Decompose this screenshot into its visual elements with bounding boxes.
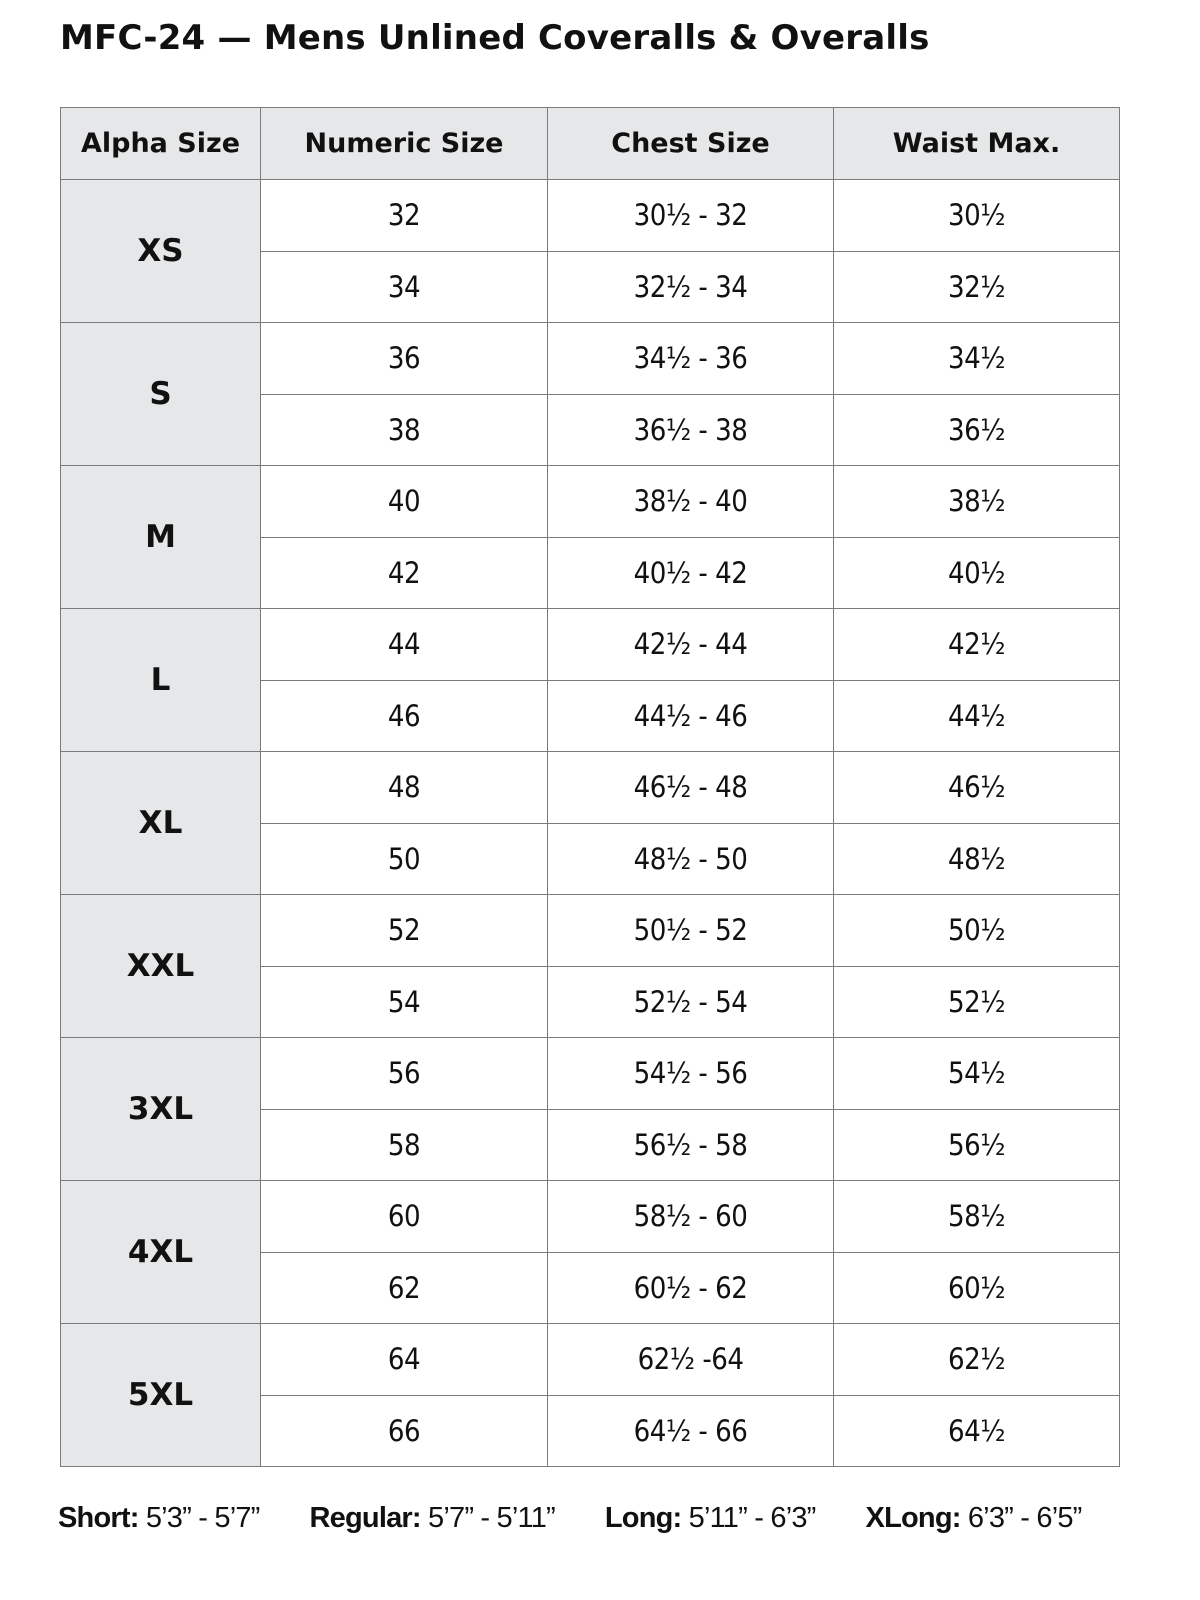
waist-max-cell: 36½ <box>834 394 1120 466</box>
waist-max-cell: 40½ <box>834 537 1120 609</box>
numeric-size-cell: 58 <box>261 1109 548 1181</box>
alpha-size-cell: 4XL <box>61 1181 261 1324</box>
header-numeric-size: Numeric Size <box>261 108 548 180</box>
header-chest-size: Chest Size <box>548 108 834 180</box>
length-short <box>58 1502 260 1535</box>
length-long <box>605 1502 816 1535</box>
waist-max-cell: 38½ <box>834 466 1120 538</box>
length-label: Long: <box>604 1502 682 1534</box>
chest-size-cell: 38½ - 40 <box>548 466 834 538</box>
waist-max-cell: 64½ <box>834 1395 1120 1467</box>
length-legend <box>58 1502 1082 1535</box>
waist-max-cell: 60½ <box>834 1252 1120 1324</box>
length-range: 6’3” - 6’5” <box>960 1502 1082 1534</box>
waist-max-cell: 54½ <box>834 1038 1120 1110</box>
alpha-size-cell: L <box>61 609 261 752</box>
length-label: Short: <box>58 1502 139 1534</box>
table-row <box>61 895 1120 967</box>
numeric-size-cell: 64 <box>261 1324 548 1396</box>
table-row <box>61 323 1120 395</box>
chest-size-cell: 48½ - 50 <box>548 823 834 895</box>
waist-max-cell: 50½ <box>834 895 1120 967</box>
numeric-size-cell: 34 <box>261 251 548 323</box>
numeric-size-cell: 42 <box>261 537 548 609</box>
chest-size-cell: 30½ - 32 <box>548 180 834 252</box>
chest-size-cell: 52½ - 54 <box>548 966 834 1038</box>
chest-size-cell: 64½ - 66 <box>548 1395 834 1467</box>
chest-size-cell: 40½ - 42 <box>548 537 834 609</box>
alpha-size-cell: XL <box>61 752 261 895</box>
table-row <box>61 609 1120 681</box>
numeric-size-cell: 40 <box>261 466 548 538</box>
chest-size-cell: 32½ - 34 <box>548 251 834 323</box>
page-title: MFC-24 — Mens Unlined Coveralls & Overalls <box>60 18 930 58</box>
waist-max-cell: 34½ <box>834 323 1120 395</box>
numeric-size-cell: 44 <box>261 609 548 681</box>
length-range: 5’7” - 5’11” <box>420 1502 555 1534</box>
table-row <box>61 1324 1120 1396</box>
table-header-row <box>61 108 1120 180</box>
table-row <box>61 466 1120 538</box>
numeric-size-cell: 62 <box>261 1252 548 1324</box>
chest-size-cell: 54½ - 56 <box>548 1038 834 1110</box>
waist-max-cell: 42½ <box>834 609 1120 681</box>
waist-max-cell: 48½ <box>834 823 1120 895</box>
length-label: XLong: <box>865 1502 961 1534</box>
waist-max-cell: 32½ <box>834 251 1120 323</box>
table-row <box>61 752 1120 824</box>
numeric-size-cell: 52 <box>261 895 548 967</box>
chest-size-cell: 34½ - 36 <box>548 323 834 395</box>
numeric-size-cell: 32 <box>261 180 548 252</box>
waist-max-cell: 30½ <box>834 180 1120 252</box>
chest-size-cell: 42½ - 44 <box>548 609 834 681</box>
waist-max-cell: 52½ <box>834 966 1120 1038</box>
table-row <box>61 1038 1120 1110</box>
table-row <box>61 1181 1120 1253</box>
numeric-size-cell: 56 <box>261 1038 548 1110</box>
waist-max-cell: 44½ <box>834 680 1120 752</box>
numeric-size-cell: 50 <box>261 823 548 895</box>
alpha-size-cell: M <box>61 466 261 609</box>
chest-size-cell: 36½ - 38 <box>548 394 834 466</box>
length-label: Regular: <box>309 1502 421 1534</box>
chest-size-cell: 46½ - 48 <box>548 752 834 824</box>
header-waist-max: Waist Max. <box>834 108 1120 180</box>
length-xlong <box>866 1502 1082 1535</box>
alpha-size-cell: S <box>61 323 261 466</box>
alpha-size-cell: XS <box>61 180 261 323</box>
chest-size-cell: 60½ - 62 <box>548 1252 834 1324</box>
alpha-size-cell: 5XL <box>61 1324 261 1467</box>
chest-size-cell: 44½ - 46 <box>548 680 834 752</box>
size-chart-table <box>60 107 1120 1467</box>
numeric-size-cell: 48 <box>261 752 548 824</box>
chest-size-cell: 62½ -64 <box>548 1324 834 1396</box>
header-alpha-size: Alpha Size <box>61 108 261 180</box>
length-regular <box>310 1502 555 1535</box>
chest-size-cell: 56½ - 58 <box>548 1109 834 1181</box>
alpha-size-cell: 3XL <box>61 1038 261 1181</box>
waist-max-cell: 56½ <box>834 1109 1120 1181</box>
table-row <box>61 180 1120 252</box>
numeric-size-cell: 46 <box>261 680 548 752</box>
numeric-size-cell: 60 <box>261 1181 548 1253</box>
length-range: 5’3” - 5’7” <box>138 1502 260 1534</box>
waist-max-cell: 46½ <box>834 752 1120 824</box>
waist-max-cell: 62½ <box>834 1324 1120 1396</box>
chest-size-cell: 58½ - 60 <box>548 1181 834 1253</box>
chest-size-cell: 50½ - 52 <box>548 895 834 967</box>
numeric-size-cell: 54 <box>261 966 548 1038</box>
length-range: 5’11” - 6’3” <box>681 1502 816 1534</box>
numeric-size-cell: 36 <box>261 323 548 395</box>
numeric-size-cell: 66 <box>261 1395 548 1467</box>
waist-max-cell: 58½ <box>834 1181 1120 1253</box>
alpha-size-cell: XXL <box>61 895 261 1038</box>
numeric-size-cell: 38 <box>261 394 548 466</box>
